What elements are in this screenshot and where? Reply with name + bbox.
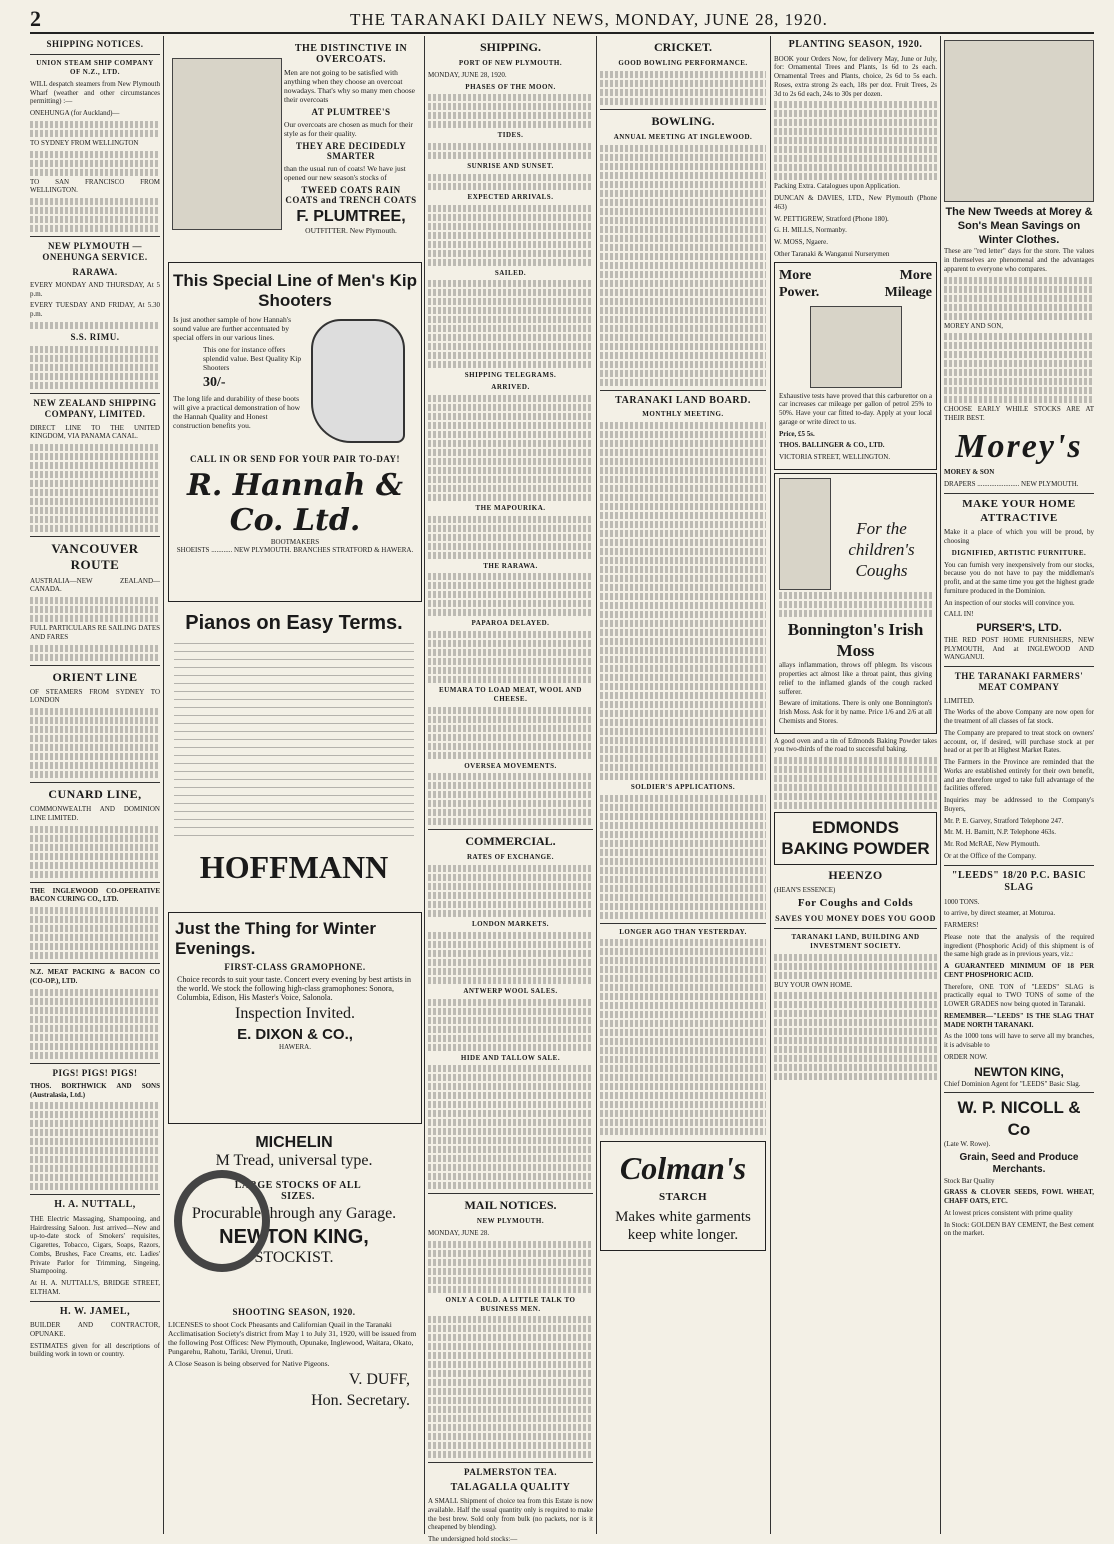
colmans-starch-ad: [600, 1141, 766, 1251]
nurserymen: Other Taranaki & Wanganui Nurserymen: [774, 249, 890, 258]
hannah-branches: SHOEISTS ............ NEW PLYMOUTH. BRANCHES STRATFORD & HAWERA.: [176, 546, 414, 554]
orient-sub: OF STEAMERS FROM SYDNEY TO LONDON: [30, 687, 160, 705]
hoffmann-ad: [168, 606, 420, 906]
page-number: 2: [30, 6, 41, 31]
union-text: WILL despatch steamers from New Plymouth Wharf (weather and other circumstances permitting) :—: [30, 79, 160, 106]
moon-heading: PHASES OF THE MOON.: [465, 82, 556, 91]
power-label: Power.: [779, 285, 820, 300]
leeds-heading: "LEEDS" 18/20 P.C. BASIC SLAG: [951, 869, 1087, 893]
leeds-tons: 1000 TONS.: [944, 897, 980, 906]
buy-your-home: BUY YOUR OWN HOME.: [774, 980, 853, 989]
column-rule: [770, 36, 771, 1534]
limited-label: LIMITED.: [944, 696, 975, 705]
column-shipping-notices: [30, 36, 160, 1534]
boot-illustration: [311, 319, 405, 443]
dixon-ad: [168, 912, 422, 1124]
longer-ago-heading: LONGER AGO THAN YESTERDAY.: [619, 927, 747, 936]
column-ads-right: [944, 36, 1094, 1534]
leaves-np: EVERY MONDAY AND THURSDAY, At 5 p.m.: [30, 280, 160, 298]
exchange-heading: RATES OF EXCHANGE.: [467, 853, 554, 862]
man-in-overcoat-illustration: [172, 58, 282, 230]
ladies-in-tweeds-illustration: [944, 40, 1094, 202]
duncan-davies: DUNCAN & DAVIES, LTD., New Plymouth (Phone 463): [774, 194, 937, 211]
cricket-heading: CRICKET.: [653, 40, 713, 54]
tweeds-heading: The New Tweeds at Morey & Son's Mean Savings on Winter Clothes.: [945, 206, 1093, 246]
more-label: More: [779, 267, 812, 283]
talagalla-quality: TALAGALLA QUALITY: [450, 1481, 571, 1493]
shooting-text: LICENSES to shoot Cock Pheasants and Californian Quail in the Taranaki Acclimatisation Society's district from May 1 to July 31, 1920, will be issued from the following Post Offices: New Plymouth, Opunake, Inglewood, Waitara, Okato, Pungarehu, Rahotu, Tariki, Urenui, Uruti.: [168, 1320, 417, 1356]
leeds-text-2: Therefore, ONE TON of "LEEDS" SLAG is practically equal to TWO TONS of some of the LOWER GRADES now being quoted in Taranaki.: [944, 982, 1094, 1008]
gramophone-label: FIRST-CLASS GRAMOPHONE.: [224, 962, 366, 972]
rarawa-heading: THE RARAWA.: [483, 561, 538, 570]
full-particulars: FULL PARTICULARS RE SAILING DATES AND FARES: [30, 624, 160, 641]
saves-money: SAVES YOU MONEY DOES YOU GOOD: [775, 914, 936, 923]
orient-line: ORIENT LINE: [52, 669, 138, 684]
commercial-heading: COMMERCIAL.: [465, 834, 556, 849]
duff-name: V. DUFF,: [348, 1371, 410, 1388]
column-ads-middle: [774, 36, 937, 1534]
pursers-name: PURSER'S, LTD.: [976, 622, 1062, 634]
hide-heading: HIDE AND TALLOW SALE.: [460, 1053, 561, 1062]
office-text: Or at the Office of the Company.: [944, 851, 1037, 860]
leaves-breakwater: EVERY TUESDAY AND FRIDAY, At 5.30 p.m.: [30, 301, 160, 318]
masthead: [30, 6, 1094, 34]
dixon-name: E. DIXON & CO.,: [237, 1026, 353, 1043]
tides-heading: TIDES.: [497, 131, 524, 140]
garvey: Mr. P. E. Garvey, Stratford Telephone 247.: [944, 816, 1064, 825]
arrived-heading: ARRIVED.: [491, 383, 530, 391]
shipping-notices-heading: SHIPPING NOTICES.: [46, 39, 144, 49]
antwerp-heading: ANTWERP WOOL SALES.: [463, 986, 558, 995]
make-text: Make it a place of which you will be proud, by choosing: [944, 528, 1094, 545]
parnell-price: Price, £5 5s.: [779, 429, 815, 438]
price-table: [174, 643, 414, 843]
monthly-meeting: MONTHLY MEETING.: [642, 410, 724, 418]
tea-holders: The undersigned hold stocks:—: [428, 1535, 518, 1543]
mills: G. H. MILLS, Normanby.: [774, 226, 847, 235]
makes-white: Makes white garments keep white longer.: [615, 1209, 751, 1243]
tyre-illustration: [174, 1170, 270, 1272]
bottle-illustration: [779, 478, 831, 590]
jamel-sub: BUILDER AND CONTRACTOR, OPUNAKE.: [30, 1321, 160, 1338]
to-sydney-label: TO SYDNEY FROM WELLINGTON: [30, 138, 139, 147]
winter-heading: Just the Thing for Winter Evenings.: [175, 919, 377, 958]
sun-heading: SUNRISE AND SUNSET.: [467, 162, 554, 170]
pigs-heading: PIGS! PIGS! PIGS!: [52, 1067, 138, 1078]
order-now: ORDER NOW.: [944, 1052, 988, 1061]
onehunga-label: ONEHUNGA (for Auckland)—: [30, 109, 120, 117]
leeds-arrive: to arrive, by direct steamer, at Moturoa.: [944, 909, 1056, 918]
leeds-text: Please note that the analysis of the required ingredient (Phosphoric Acid) of this shipment is of the same high grade as in previous years, viz.:: [944, 932, 1094, 959]
enquiries: Inquiries may be addressed to the Company's Buyers,: [944, 796, 1094, 813]
barnitt: Mr. M. H. Barnitt, N.P. Telephone 463s.: [944, 828, 1056, 837]
kip-text: Is just another sample of how Hannah's sound value are further accentuated by special offers in our various lines.: [173, 315, 291, 342]
bowling-sub: ANNUAL MEETING AT INGLEWOOD.: [613, 132, 753, 141]
paparoa-heading: PAPAROA DELAYED.: [471, 619, 550, 628]
mail-date: MONDAY, JUNE 28.: [428, 1229, 490, 1237]
cunard-line: CUNARD LINE,: [48, 787, 142, 801]
edmonds-logo: EDMONDS BAKING POWDER: [774, 812, 937, 865]
telegrams-heading: SHIPPING TELEGRAMS.: [464, 371, 557, 380]
column-rule: [940, 36, 941, 1534]
pianos-heading: Pianos on Easy Terms.: [185, 612, 403, 634]
grass-seeds: GRASS & CLOVER SEEDS, FOWL WHEAT, CHAFF OATS, ETC.: [944, 1188, 1094, 1205]
moss: W. MOSS, Ngaere.: [774, 238, 828, 246]
bonnington-text: allays inflammation, throws off phlegm. Its viscous properties act almost like a throat paint, thus giving relief to the inflamed glands of the cough racked sufferer.: [779, 661, 932, 696]
mail-np: NEW PLYMOUTH.: [476, 1217, 545, 1226]
heenzo-logo: HEENZO: [828, 867, 883, 882]
planting-text: BOOK your Orders Now, for delivery May, June or July, for: Ornamental Trees and Plants, 1s 6d to 2s each. Ornamental Trees and Plants, choice, 2s 6d to 5s each. Roses, extra strong 2s each, 18s per doz. Fruit Trees, 2s 3d to 2s 6d each, 24s to 30s per dozen.: [774, 54, 937, 98]
port-label: PORT OF NEW PLYMOUTH.: [458, 59, 563, 67]
procurable: Procurable through any Garage.: [191, 1205, 397, 1222]
hannah-ad: [168, 262, 422, 602]
heenzo-sub: (HEAN'S ESSENCE): [774, 885, 836, 894]
column-rule: [596, 36, 597, 1534]
shooting-heading: SHOOTING SEASON, 1920.: [232, 1307, 356, 1317]
planting-heading: PLANTING SEASON, 1920.: [788, 39, 923, 50]
hoffmann-logo: HOFFMANN: [199, 849, 389, 885]
cricket-sub: GOOD BOWLING PERFORMANCE.: [618, 59, 748, 67]
newton-king-agent-name: NEWTON KING,: [974, 1064, 1064, 1079]
jamel-heading: H. W. JAMEL,: [59, 1305, 131, 1317]
duff-sub: Hon. Secretary.: [311, 1392, 410, 1409]
rarawa-label: RARAWA.: [72, 266, 118, 277]
overcoats-heading: THE DISTINCTIVE IN OVERCOATS.: [294, 43, 408, 65]
union-company-title: UNION STEAM SHIP COMPANY OF N.Z., LTD.: [36, 59, 154, 76]
mcrae: Mr. Rod McRAE, New Plymouth.: [944, 840, 1040, 848]
nuttall-address: At H. A. NUTTALL'S, BRIDGE STREET, ELTHAM.: [30, 1279, 160, 1296]
kip-offer: This one for instance offers splendid value. Best Quality Kip Shooters: [203, 345, 302, 372]
expected-heading: EXPECTED ARRIVALS.: [467, 192, 554, 201]
choose-early: CHOOSE EARLY WHILE STOCKS ARE AT THEIR BEST.: [944, 405, 1094, 422]
nz-shipping-title: NEW ZEALAND SHIPPING COMPANY, LIMITED.: [33, 398, 157, 420]
michelin-heading: MICHELIN: [255, 1134, 333, 1151]
winter-text: Choice records to suit your taste. Concert every evening by best artists in the world. We stock the following high-class gramophones: Sonora, Columbia, Edison, His Master's Voice, Salonola.: [177, 975, 411, 1002]
michelin-sub: M Tread, universal type.: [215, 1152, 373, 1169]
vancouver-route: VANCOUVER ROUTE: [51, 541, 139, 573]
pettigrew: W. PETTIGREW, Stratford (Phone 180).: [774, 214, 889, 223]
column-sport-land: [600, 36, 766, 1534]
newton-king-name: NEWTON KING,: [219, 1226, 369, 1248]
mapourika-heading: THE MAPOURIKA.: [475, 503, 546, 512]
remember-leeds: REMEMBER—"LEEDS" IS THE SLAG THAT MADE NORTH TARANAKI.: [944, 1011, 1094, 1029]
ballinger: THOS. BALLINGER & CO., LTD.: [779, 441, 885, 450]
call-in: CALL IN!: [944, 610, 974, 619]
newspaper-title: THE TARANAKI DAILY NEWS, MONDAY, JUNE 28, 1920.: [350, 10, 828, 29]
jamel-text: ESTIMATES given for all descriptions of building work in town or country.: [30, 1341, 160, 1359]
dixon-sub: HAWERA.: [279, 1043, 311, 1051]
shipping-date: MONDAY, JUNE 28, 1920.: [428, 70, 507, 79]
decidedly-smarter: THEY ARE DECIDEDLY SMARTER: [295, 141, 407, 161]
coughs-colds: For Coughs and Colds: [797, 897, 914, 910]
kip-call: CALL IN OR SEND FOR YOUR PAIR TO-DAY!: [189, 454, 401, 464]
starch-label: STARCH: [658, 1191, 708, 1204]
grain-seed: Grain, Seed and Produce Merchants.: [959, 1151, 1079, 1175]
newton-king-sub: STOCKIST.: [254, 1249, 334, 1266]
bonnington-ad: [774, 473, 937, 734]
shooting-season-notice: [168, 1304, 420, 1534]
bonnington-heading: Bonnington's Irish Moss: [787, 619, 924, 660]
stock-quality: Stock Bar Quality: [944, 1176, 995, 1185]
beware-text: Beware of imitations. There is only one Bonnington's Irish Moss. Ask for it by name. Price 1/6 and 2/6 at all Chemists and Stores.: [779, 699, 932, 725]
pursers-sub: THE RED POST HOME FURNISHERS, NEW PLYMOUTH, And at INGLEWOOD AND WANGANUI.: [944, 635, 1094, 662]
lowest-prices: At lowest prices consistent with prime quality: [944, 1208, 1073, 1217]
shooting-text-2: A Close Season is being observed for Native Pigeons.: [168, 1359, 330, 1368]
planting-sub: Packing Extra. Catalogues upon Application.: [774, 182, 900, 191]
leeds-agent: Chief Dominion Agent for "LEEDS" Basic Slag.: [944, 1079, 1081, 1088]
kip-price: 30/-: [203, 375, 226, 390]
kip-heading: This Special Line of Men's Kip Shooters: [173, 271, 417, 310]
colmans-logo: Colman's: [619, 1150, 747, 1187]
palmerston-tea: PALMERSTON TEA.: [463, 1467, 558, 1478]
leeds-text-3: As the 1000 tons will have to serve all my branches, it is advisable to: [944, 1032, 1094, 1049]
childrens-coughs: For the children's Coughs: [848, 518, 915, 581]
only-cold-heading: ONLY A COLD. A LITTLE TALK TO BUSINESS MEN.: [445, 1295, 576, 1313]
at-plumtrees: AT PLUMTREE'S: [311, 107, 391, 117]
plumtree-name: F. PLUMTREE,: [296, 208, 406, 225]
overcoats-text: Men are not going to be satisfied with anything when they choose an overcoat nowadays. That's why so many men choose their overcoats: [284, 68, 415, 104]
mileage-label: Mileage: [884, 285, 932, 300]
overseas-heading: OVERSEA MOVEMENTS.: [464, 761, 557, 770]
more-label: More: [899, 267, 932, 283]
dignified-furniture: DIGNIFIED, ARTISTIC FURNITURE.: [951, 548, 1087, 557]
nz-meat-packing: N.Z. MEAT PACKING & BACON CO (CO-OP.), LTD.: [30, 968, 160, 985]
carburettor-illustration: [810, 306, 902, 388]
land-board-heading: TARANAKI LAND BOARD.: [615, 394, 751, 406]
parnell-carburettor-ad: [774, 262, 937, 470]
nz-shipping-sub: DIRECT LINE TO THE UNITED KINGDOM, VIA PANAMA CANAL.: [30, 423, 160, 441]
rimu-label: S.S. RIMU.: [70, 331, 120, 342]
inglewood-bacon: THE INGLEWOOD CO-OPERATIVE BACON CURING CO., LTD.: [30, 886, 160, 904]
cement: In Stock: GOLDEN BAY CEMENT, the Best cement on the market.: [944, 1220, 1094, 1238]
metals-heading: LONDON MARKETS.: [471, 920, 550, 928]
inspection-text: An inspection of our stocks will convince you.: [944, 598, 1075, 607]
make-home-heading: MAKE YOUR HOME ATTRACTIVE: [962, 497, 1076, 524]
nuttall-text: THE Electric Massaging, Shampooing, and Hairdressing Saloon. Just arrived—New and up-to-date stock of Smokers' requisites, Cigarettes, Tobacco, Cigars, Soaps, Razors, Combs, Brushes, Face Creams, etc. Ladies' Private Parlor for Trimming, Singeing, Shampooing.: [30, 1214, 160, 1276]
overcoats-text-3: than the usual run of coats! We have just opened our new season's stocks of: [284, 164, 406, 182]
moreys-sub: MOREY & SON: [944, 468, 995, 477]
tea-text: A SMALL Shipment of choice tea from this Estate is now available. Half the usual quantity only is required to make the best brew. Sold only from bulk (no packets, nor is it cheapened by blending).: [428, 1497, 593, 1532]
plumtree-sub: OUTFITTER. New Plymouth.: [305, 226, 397, 235]
large-stocks: LARGE STOCKS OF ALL SIZES.: [234, 1180, 362, 1202]
nicoll-sub: (Late W. Rowe).: [944, 1139, 991, 1148]
newton-king-tyres-ad: [168, 1130, 420, 1298]
vancouver-sub: AUSTRALIA—NEW ZEALAND—CANADA.: [30, 576, 160, 594]
soldiers-heading: SOLDIER'S APPLICATIONS.: [630, 782, 736, 791]
tweeds-text: These are "red letter" days for the store. The values in themselves are phenomenal and the advantages apparent to everyone who compares.: [944, 247, 1094, 273]
nuttall-heading: H. A. NUTTALL,: [54, 1199, 136, 1211]
farmers-text-3: The Farmers in the Province are reminded that the Works are established entirely for their own benefit, and are therefore urged to take full advantage of the facilities offered.: [944, 758, 1094, 793]
guaranteed-minimum: A GUARANTEED MINIMUM OF 18 PER CENT PHOSPHORIC ACID.: [944, 962, 1094, 979]
farmers-meat-heading: THE TARANAKI FARMERS' MEAT COMPANY: [954, 671, 1084, 693]
mail-heading: MAIL NOTICES.: [464, 1198, 557, 1213]
np-onehunga-service: NEW PLYMOUTH — ONEHUNGA SERVICE.: [42, 241, 148, 263]
tweed-coats: TWEED COATS RAIN COATS and TRENCH COATS: [285, 185, 417, 205]
san-francisco-label: TO SAN FRANCISCO FROM WELLINGTON.: [30, 177, 160, 195]
column-rule: [424, 36, 425, 1534]
hannah-sub: BOOTMAKERS: [270, 538, 320, 546]
hannah-logo: R. Hannah & Co. Ltd.: [186, 468, 403, 538]
inspection-invited: Inspection Invited.: [235, 1005, 355, 1022]
farmers-text-2: The Company are prepared to treat stock on owners' account, or, if desired, will purchase stock at per head or at per lb at Highest Market Rates.: [944, 728, 1094, 755]
farmers-label: FARMERS!: [944, 921, 979, 929]
moreys-logo: Morey's: [955, 427, 1083, 465]
cunard-sub: COMMONWEALTH AND DOMINION LINE LIMITED.: [30, 805, 160, 822]
borthwick: THOS. BORTHWICK AND SONS (Australasia, Ltd.): [30, 1081, 160, 1099]
nicoll-name: W. P. NICOLL & Co: [957, 1098, 1081, 1139]
make-text-2: You can furnish very inexpensively from our stocks, because you do not have to pay the middleman's profit, and at the same time you get the highest grade furniture produced in the Dominion.: [944, 560, 1094, 595]
shipping-heading: SHIPPING.: [479, 40, 541, 54]
sailed-heading: SAILED.: [494, 268, 527, 277]
eumara-heading: EUMARA TO LOAD MEAT, WOOL AND CHEESE.: [439, 686, 582, 703]
parnell-text: Exhaustive tests have proved that this carburettor on a car increases car mileage per gallon of petrol 25% to 50%. Have your car fitted to-day. Apply at your local garage or write direct to us.: [779, 391, 932, 426]
morey-and-son: MOREY AND SON,: [944, 321, 1004, 330]
drapers: DRAPERS ........................ NEW PLYMOUTH.: [944, 480, 1079, 488]
overcoats-text-2: Our overcoats are chosen as much for their style as for their quality.: [284, 120, 413, 138]
land-building-society: TARANAKI LAND, BUILDING AND INVESTMENT SOCIETY.: [791, 933, 920, 950]
farmers-text-1: The Works of the above Company are now open for the treatment of all classes of fat stock.: [944, 708, 1094, 725]
column-shipping-commercial: [428, 36, 593, 1543]
edmonds-text: A good oven and a tin of Edmonds Baking Powder takes you two-thirds of the road to successful baking.: [774, 736, 937, 754]
ballinger-address: VICTORIA STREET, WELLINGTON.: [779, 453, 891, 461]
kip-text-2: The long life and durability of these boots will give a practical demonstration of how the Hannah Quality and Honest construction benefits you.: [173, 394, 301, 430]
column-rule: [163, 36, 164, 1534]
plumtree-ad: [168, 40, 420, 248]
bowling-heading: BOWLING.: [651, 113, 715, 128]
